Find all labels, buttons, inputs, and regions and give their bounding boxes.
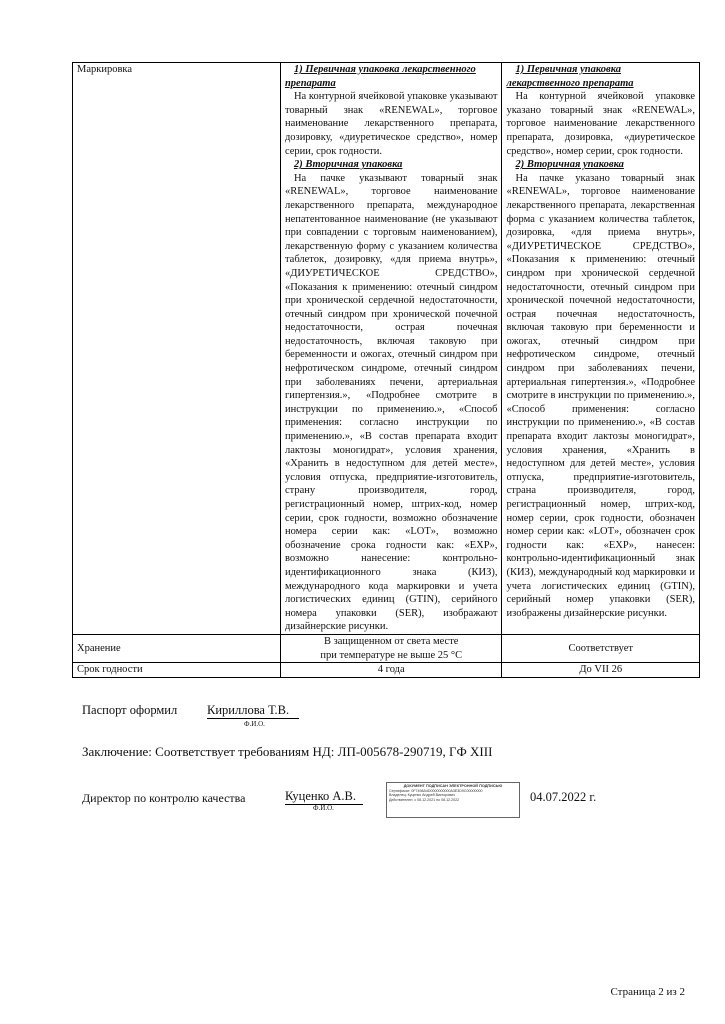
stamp-owner: Владелец: Куценко Андрей Викторович <box>389 793 456 798</box>
director-name: Куценко А.В. <box>285 789 363 805</box>
normative-secondary-text: На пачке указывают товарный знак «RENEWAL», торговое наименование лекарственного препарата, международное непатентованное наименование (не указывают при совпадении с торговым наименованием), лекарственную форму с указанием количества таблеток, дозировку, «для приема внутрь», «ДИУРЕТИЧЕСКОЕ СРЕДСТВО», «Показания к применению: отечный синдром при хронической сердечной недостаточности, отечный синдром при хронической почечной недостаточности, острая почечная недостаточность, включая таковую при беременности и ожогах, отечный синдром при нефротическом синдроме, отечный синдром при заболеваниях печени, артериальная гипертензия.», «Подробнее смотрите в инструкции по применению.», «Способ применения: согласно инструкции по применению.», «В состав препарата входит лактозы моногидрат», условия хранения, «Хранить в недоступном для детей месте», условия отпуска, предприятие-изготовитель, страну производителя, город, регистрационный номер, штрих-код, номер серии, срок годности, возможно обозначение номера серии как: «LOT», возможно обозначение срока годности как: «EXP», возможно нанесение: контрольно-идентификационного знака (КИЗ), международного кода маркировки и учета логистических единиц (GTIN), серийного номера упаковки (SER), изображают дизайнерские рисунки. <box>284 172 498 633</box>
conclusion: Заключение: Соответствует требованиям НД: ЛП-005678-290719, ГФ XIII <box>82 744 493 759</box>
table-row-marking <box>73 63 700 635</box>
director-date: 04.07.2022 г. <box>530 790 597 804</box>
shelf-life-label: Срок годности <box>73 663 281 678</box>
storage-label: Хранение <box>73 634 281 662</box>
normative-secondary-heading: 2) Вторичная упаковка <box>293 159 403 171</box>
storage-normative-line2: при температуре не выше 25 °С <box>320 649 463 661</box>
normative-primary-text: На контурной ячейковой упаковке указывают товарный знак «RENEWAL», торговое наименование лекарственного препарата, дозировку, «диуретическое средство», номер серии, срок годности. <box>284 91 498 157</box>
result-secondary-text: На пачке указано товарный знак «RENEWAL», торговое наименование лекарственного препарата, лекарственная форма с указанием количества таблеток, дозировка, «для приема внутрь», «ДИУРЕТИЧЕСКОЕ СРЕДСТВО», «Показания к применению: отечный синдром при хронической сердечной недостаточности, отечный синдром при хронической почечной недостаточности, острая почечная недостаточность, включая таковую при беременности и ожогах, отечный синдром при нефротическом синдроме, отечный синдром при заболеваниях печени, артериальная гипертензия.», «Подробнее смотрите в инструкции по применению.», «Способ применения: согласно инструкции по применению.», «В состав препарата входит лактозы моногидрат», условия хранения, «Хранить в недоступном для детей месте», условия отпуска, предприятие-изготовитель, страна производителя, город, регистрационный номер, штрих-код, номер серии, срок годности, обозначен номер серии как: «LOT», обозначен срок годности как: «EXP», нанесен: контрольно-идентификационный знак (КИЗ), международный код маркировки и учета логистических единиц (GTIN), серийный номер упаковки (SER), изображены дизайнерские рисунки. <box>506 172 695 619</box>
director-fio: Ф.И.О. <box>313 804 334 812</box>
table-row-shelf-life <box>73 663 700 678</box>
normative-primary-heading: 1) Первичная упаковка лекарственного препарата <box>284 64 476 89</box>
page-number: Страница 2 из 2 <box>610 986 685 998</box>
storage-normative <box>280 634 502 662</box>
stamp-title: ДОКУМЕНТ ПОДПИСАН ЭЛЕКТРОННОЙ ПОДПИСЬЮ <box>403 784 503 788</box>
stamp-certificate: Сертификат: 0F7498A4D0000000000A3E3D9C00000000 <box>389 788 483 793</box>
passport-fio: Ф.И.О. <box>244 720 265 728</box>
shelf-life-result: До VII 26 <box>502 663 700 678</box>
passport-label: Паспорт оформил <box>82 703 178 717</box>
storage-normative-line1: В защищенном от света месте <box>323 635 459 647</box>
shelf-life-normative: 4 года <box>280 663 502 678</box>
stamp-validity: Действителен: с 08.12.2021 по 08.12.2022 <box>389 797 460 802</box>
director-label: Директор по контролю качества <box>82 791 246 805</box>
marking-label: Маркировка <box>73 63 281 635</box>
result-secondary-heading: 2) Вторичная упаковка <box>515 159 624 171</box>
specification-table <box>72 62 700 678</box>
electronic-signature-stamp <box>386 782 520 818</box>
marking-result <box>502 63 700 635</box>
result-primary-text: На контурной ячейковой упаковке указано товарный знак «RENEWAL», торговое наименование лекарственного препарата, дозировка, «диуретическое средство», номер серии, срок годности. <box>506 91 695 157</box>
passport-name: Кириллова Т.В. <box>207 703 299 719</box>
storage-result: Соответствует <box>502 634 700 662</box>
table-row-storage <box>73 634 700 662</box>
marking-normative <box>280 63 502 635</box>
result-primary-heading: 1) Первичная упаковка лекарственного препарата <box>506 64 634 89</box>
